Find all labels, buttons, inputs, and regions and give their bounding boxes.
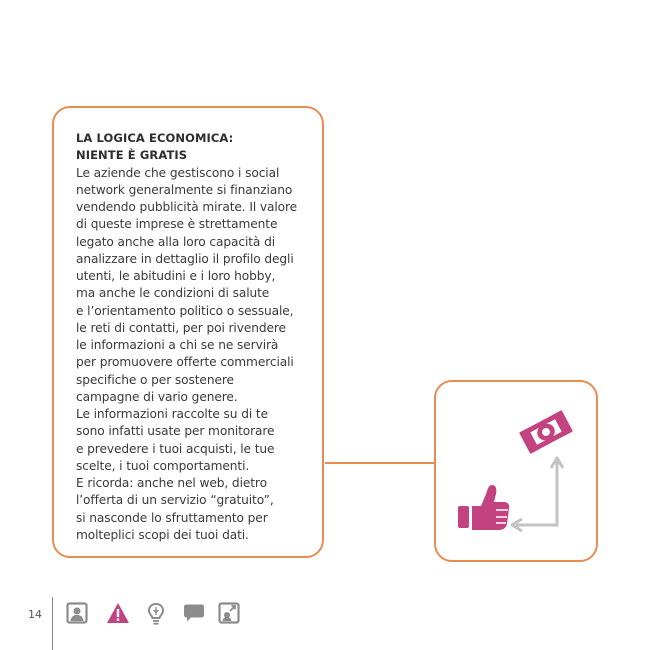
body-line: Le informazioni raccolte su di te bbox=[76, 407, 268, 422]
body-line: le informazioni a chi se ne servirà bbox=[76, 338, 279, 353]
lightbulb-icon[interactable] bbox=[146, 602, 166, 630]
warning-icon[interactable] bbox=[106, 602, 130, 628]
body-line: E ricorda: anche nel web, dietro bbox=[76, 476, 267, 491]
body-line: campagne di vario genere. bbox=[76, 389, 238, 404]
illustration-box bbox=[434, 380, 598, 562]
footer-divider bbox=[52, 597, 53, 650]
body-line: specifiche o per sostenere bbox=[76, 372, 234, 387]
body-line: Le aziende che gestiscono i social bbox=[76, 165, 280, 180]
body-line: e l’orientamento politico o sessuale, bbox=[76, 303, 294, 318]
profile-icon[interactable] bbox=[66, 602, 88, 628]
heading-line: NIENTE È GRATIS bbox=[76, 148, 188, 163]
body-line: sono infatti usate per monitorare bbox=[76, 424, 275, 439]
body-line: analizzare in dettaglio il profilo degli bbox=[76, 251, 294, 266]
cycle-arrow-icon bbox=[512, 458, 563, 531]
info-box bbox=[52, 106, 324, 558]
connector-line bbox=[325, 462, 435, 464]
body-line: di queste imprese è strettamente bbox=[76, 217, 278, 232]
body-line: le reti di contatti, per poi rivendere bbox=[76, 320, 286, 335]
info-box-content bbox=[76, 130, 316, 544]
thumbs-up-icon bbox=[458, 485, 509, 530]
body-line: l’offerta di un servizio “gratuito”, bbox=[76, 493, 274, 508]
body-line: utenti, le abitudini e i loro hobby, bbox=[76, 269, 276, 284]
body-line: molteplici scopi dei tuoi dati. bbox=[76, 527, 249, 542]
dollar-bill-icon bbox=[519, 410, 573, 454]
body-line: scelte, i tuoi comportamenti. bbox=[76, 458, 250, 473]
body-line: e prevedere i tuoi acquisti, le tue bbox=[76, 441, 275, 456]
body-line: network generalmente si finanziano bbox=[76, 182, 293, 197]
illustration-graphic bbox=[436, 382, 600, 564]
chat-icon[interactable] bbox=[182, 602, 206, 628]
body-line: legato anche alla loro capacità di bbox=[76, 234, 275, 249]
body-line: si nasconde lo sfruttamento per bbox=[76, 510, 268, 525]
body-line: vendendo pubblicità mirate. Il valore bbox=[76, 200, 298, 215]
page-number: 14 bbox=[28, 608, 42, 621]
body-line: ma anche le condizioni di salute bbox=[76, 286, 270, 301]
share-icon[interactable] bbox=[218, 602, 240, 628]
body-line: per promuovere offerte commerciali bbox=[76, 355, 294, 370]
heading-line: LA LOGICA ECONOMICA: bbox=[76, 131, 234, 145]
